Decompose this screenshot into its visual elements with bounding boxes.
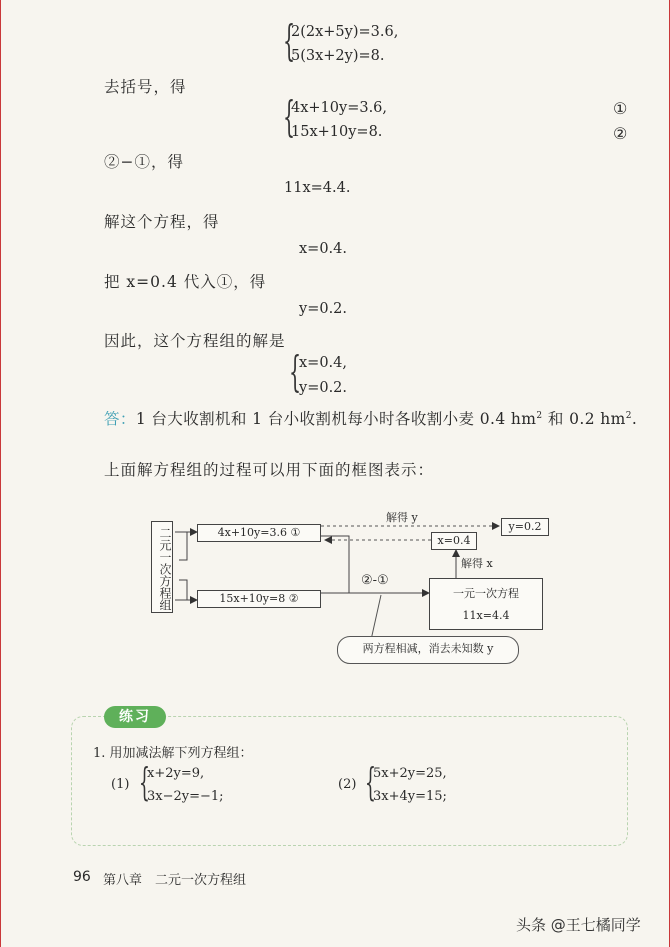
diagram-label-subtract: ②-① [361,573,389,588]
exercise-part-1-eq2: 3x−2y=−1; [147,789,224,804]
equation-mark-2: ② [613,124,628,143]
diagram-box-eq1: 4x+10y=3.6 ① [197,524,321,542]
exercise-question-1: 1. 用加减法解下列方程组： [93,746,253,761]
diagram-intro: 上面解方程组的过程可以用下面的框图表示： [104,461,435,479]
brace: { [283,92,296,141]
step-substitute: 把 x=0.4 代入①，得 [104,273,267,291]
answer-mid: 和 0.2 hm [542,410,626,428]
superscript: 2 [536,410,543,421]
answer-text: 1 台大收割机和 1 台小收割机每小时各收割小麦 0.4 hm [135,410,537,428]
diagram-label-two-variable-system: 二元一次方程组 [151,521,173,613]
step-subtract: ②−①，得 [104,153,184,171]
answer-line [104,407,637,429]
watermark: 头条 @王七橘同学 [516,916,641,934]
diagram-bubble-note: 两方程相减，消去未知数 y [337,636,519,664]
equation-mark-1: ① [613,99,628,118]
equation-11x: 11x=4.4. [284,180,351,196]
step-conclusion: 因此，这个方程组的解是 [104,332,286,350]
system1-eq2: 5(3x+2y)=8. [291,48,385,64]
answer-end: . [631,410,638,428]
superscript: 2 [625,410,632,421]
exercise-part-2-eq2: 3x+4y=15; [373,789,447,804]
system2-eq2: 15x+10y=8. [291,124,383,140]
system2-eq1: 4x+10y=3.6, [291,100,388,116]
exercise-part-2-label: (2) [338,777,357,792]
diagram-box-x: x=0.4 [431,532,477,550]
system1-eq1: 2(2x+5y)=3.6, [291,24,399,40]
diagram-box-one-variable [429,578,543,630]
step-solve: 解这个方程，得 [104,213,220,231]
brace: { [283,16,296,65]
diagram-box-y: y=0.2 [501,518,549,536]
brace: { [139,760,150,804]
exercise-part-2-eq1: 5x+2y=25, [373,766,447,781]
solution-eq2: y=0.2. [299,380,348,396]
diagram-label-solve-y: 解得 y [386,511,418,524]
diagram-box-eq2: 15x+10y=8 ② [197,590,321,608]
brace: { [289,347,302,396]
equation-x: x=0.4. [299,241,347,257]
exercise-header: 练习 [104,706,166,728]
brace: { [365,760,376,804]
exercise-part-1-eq1: x+2y=9, [147,766,205,781]
chapter-title: 第八章 二元一次方程组 [103,873,247,888]
equation-y: y=0.2. [299,301,348,317]
step-remove-brackets: 去括号，得 [104,78,187,96]
page-number: 96 [73,869,91,885]
answer-label: 答： [104,410,136,428]
diagram-single-eq: 11x=4.4 [462,609,510,622]
diagram-single-title: 一元一次方程 [453,587,519,600]
diagram-label-solve-x: 解得 x [461,557,493,570]
solution-eq1: x=0.4, [299,355,347,371]
exercise-part-1-label: (1) [111,777,130,792]
